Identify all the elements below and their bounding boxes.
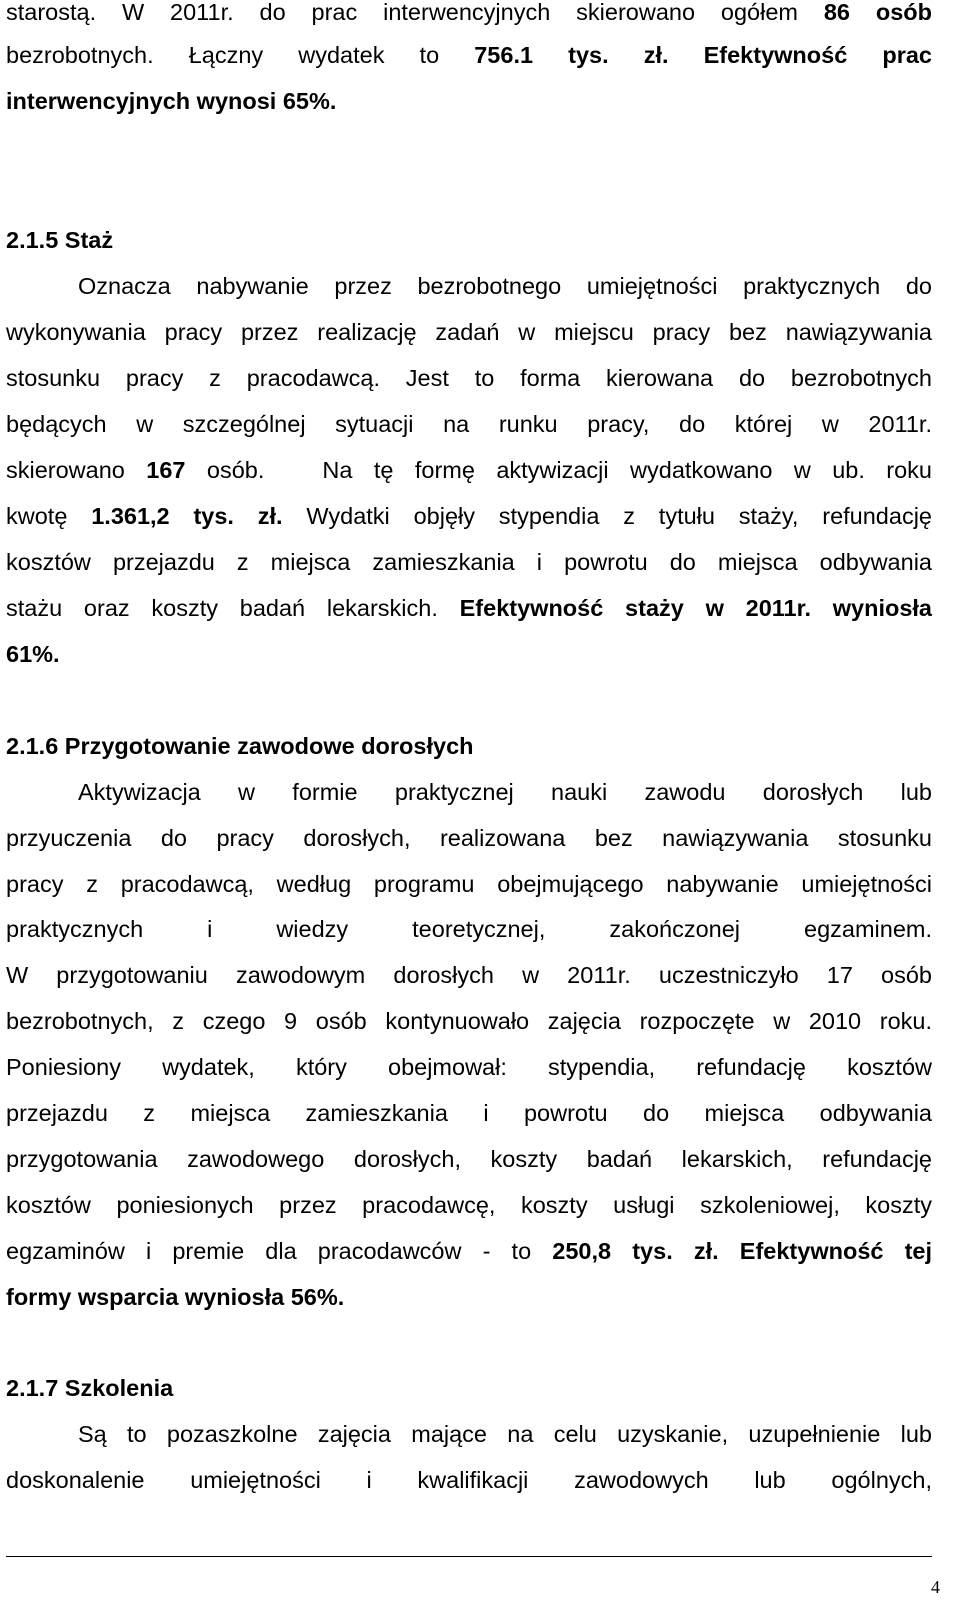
text-line: interwencyjnych wynosi 65%. [6, 88, 337, 114]
text-line: Są to pozaszkolne zajęcia mające na celu uzyskanie, uzupełnienie lub [78, 1421, 932, 1447]
page-number: 4 [931, 1577, 940, 1597]
text-line: kwotę 1.361,2 tys. zł. Wydatki objęły stypendia z tytułu staży, refundację [6, 503, 932, 529]
text-line: kosztów przejazdu z miejsca zamieszkania i powrotu do miejsca odbywania [6, 549, 932, 575]
text-line: W przygotowaniu zawodowym dorosłych w 2011r. uczestniczyło 17 osób [6, 962, 932, 988]
text-line: Oznacza nabywanie przez bezrobotnego umiejętności praktycznych do [78, 273, 932, 299]
text-line: bezrobotnych, z czego 9 osób kontynuowało zajęcia rozpoczęte w 2010 roku. [6, 1008, 932, 1034]
text-line: Poniesiony wydatek, który obejmował: stypendia, refundację kosztów [6, 1054, 932, 1080]
text-line: Aktywizacja w formie praktycznej nauki zawodu dorosłych lub [78, 779, 932, 805]
text-line: praktycznych i wiedzy teoretycznej, zakończonej egzaminem. [6, 916, 932, 942]
text-line: doskonalenie umiejętności i kwalifikacji zawodowych lub ogólnych, [6, 1467, 932, 1493]
section-heading: 2.1.6 Przygotowanie zawodowe dorosłych [6, 733, 474, 759]
section-heading: 2.1.7 Szkolenia [6, 1375, 174, 1401]
text-line: przejazdu z miejsca zamieszkania i powrotu do miejsca odbywania [6, 1100, 932, 1126]
text-line: stosunku pracy z pracodawcą. Jest to forma kierowana do bezrobotnych [6, 365, 932, 391]
text-line: wykonywania pracy przez realizację zadań w miejscu pracy bez nawiązywania [6, 319, 932, 345]
text-line: przyuczenia do pracy dorosłych, realizowana bez nawiązywania stosunku [6, 825, 932, 851]
footer-rule [6, 1556, 932, 1557]
text-line: kosztów poniesionych przez pracodawcę, koszty usługi szkoleniowej, koszty [6, 1192, 932, 1218]
text-line: przygotowania zawodowego dorosłych, koszty badań lekarskich, refundację [6, 1146, 932, 1172]
text-line: starostą. W 2011r. do prac interwencyjnych skierowano ogółem 86 osób [6, 0, 932, 25]
text-line: będących w szczególnej sytuacji na runku pracy, do której w 2011r. [6, 411, 932, 437]
text-line: stażu oraz koszty badań lekarskich. Efektywność staży w 2011r. wyniosła [6, 595, 932, 621]
text-line: pracy z pracodawcą, według programu obejmującego nabywanie umiejętności [6, 871, 932, 897]
text-line: skierowano 167 osób. Na tę formę aktywizacji wydatkowano w ub. roku [6, 457, 932, 483]
text-line: 61%. [6, 641, 60, 667]
text-line: egzaminów i premie dla pracodawców - to 250,8 tys. zł. Efektywność tej [6, 1238, 933, 1264]
section-heading: 2.1.5 Staż [6, 227, 114, 253]
text-line: formy wsparcia wyniosła 56%. [6, 1284, 345, 1310]
text-line: bezrobotnych. Łączny wydatek to 756.1 tys. zł. Efektywność prac [6, 42, 932, 68]
